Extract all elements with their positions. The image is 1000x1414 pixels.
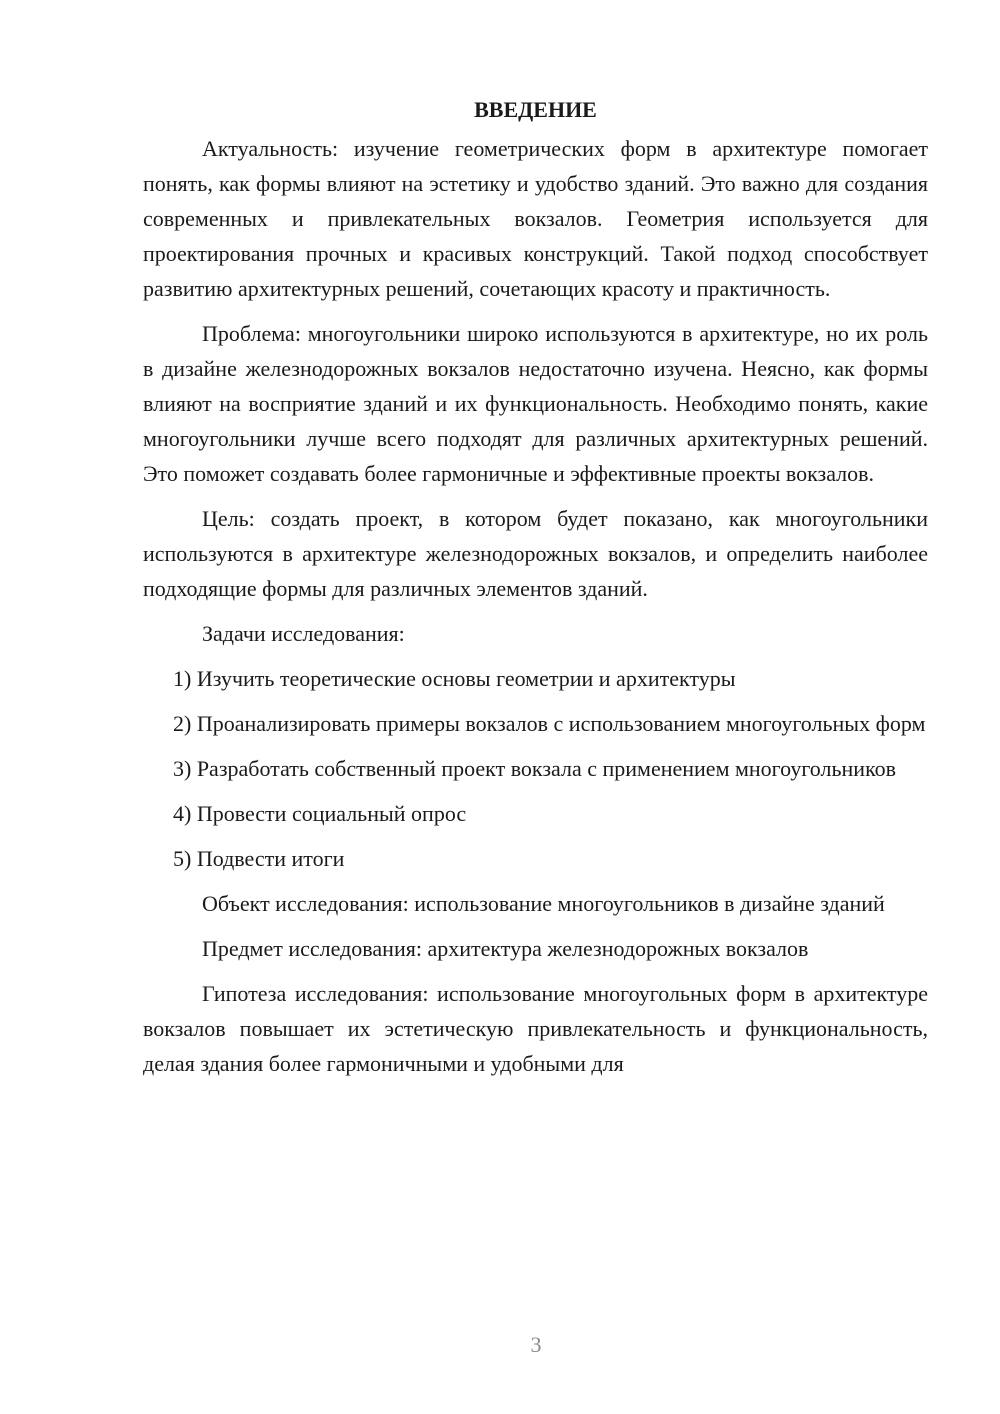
paragraph-goal: Цель: создать проект, в котором будет показано, как многоугольники используются в архитектуре железнодорожных вокзалов, и определить наиболее подходящие формы для различных элементов зданий. bbox=[143, 506, 928, 601]
paragraph-hypothesis: Гипотеза исследования: использование многоугольных форм в архитектуре вокзалов повышает их эстетическую привлекательность и функциональность, делая здания более гармоничными и удобными для bbox=[143, 981, 928, 1076]
list-item: 4) Провести социальный опрос bbox=[173, 801, 467, 826]
list-item: 5) Подвести итоги bbox=[173, 846, 345, 871]
list-item: 3) Разработать собственный проект вокзала с применением многоугольников bbox=[173, 756, 897, 781]
paragraph-subject: Предмет исследования: архитектура железнодорожных вокзалов bbox=[202, 936, 809, 961]
paragraph-relevance: Актуальность: изучение геометрических форм в архитектуре помогает понять, как формы влияют на эстетику и удобство зданий. Это важно для создания современных и привлекательных вокзалов. Геометрия используется для проектирования прочных и красивых конструкций. Такой подход способствует развитию архитектурных решений, сочетающих красоту и практичность. bbox=[143, 136, 928, 301]
paragraph-object: Объект исследования: использование многоугольников в дизайне зданий bbox=[202, 891, 885, 916]
page-title: ВВЕДЕНИЕ bbox=[474, 97, 597, 122]
page-number: 3 bbox=[530, 1332, 542, 1357]
tasks-heading: Задачи исследования: bbox=[202, 621, 405, 646]
tasks-list bbox=[143, 661, 928, 876]
list-item: 1) Изучить теоретические основы геометрии и архитектуры bbox=[173, 666, 736, 691]
list-item: 2) Проанализировать примеры вокзалов с использованием многоугольных форм bbox=[173, 711, 926, 736]
document-page bbox=[143, 92, 928, 1091]
paragraph-problem: Проблема: многоугольники широко используются в архитектуре, но их роль в дизайне железнодорожных вокзалов недостаточно изучена. Неясно, как формы влияют на восприятие зданий и их функциональность. Необходимо понять, какие многоугольники лучше всего подходят для различных архитектурных решений. Это поможет создавать более гармоничные и эффективные проекты вокзалов. bbox=[143, 321, 928, 486]
